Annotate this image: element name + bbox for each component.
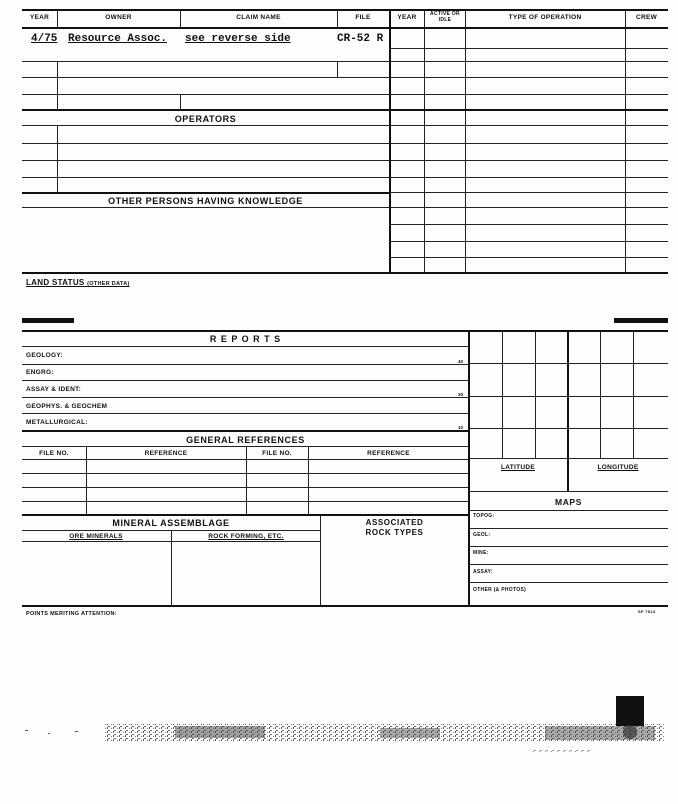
row-rule — [22, 413, 469, 414]
associated-line-1: ASSOCIATED — [365, 518, 424, 527]
row-rule — [390, 94, 668, 95]
row-rule — [390, 125, 668, 126]
col-divider — [625, 10, 626, 272]
row-rule — [390, 160, 668, 161]
row-rule — [22, 364, 469, 365]
entry-year: 4/75 — [31, 33, 58, 45]
top-table-header-rule — [22, 27, 668, 29]
rock-forming-header: ROCK FORMING, ETC. — [208, 533, 284, 540]
row-rule — [22, 207, 389, 208]
col-header-reference: REFERENCE — [367, 450, 410, 457]
row-rule — [469, 546, 668, 547]
maps-assay-label: ASSAY: — [473, 569, 493, 575]
row-rule — [22, 514, 469, 516]
grid-line — [469, 363, 668, 364]
report-label-metallurgical: METALLURGICAL: — [26, 419, 88, 426]
row-rule — [390, 207, 668, 208]
reports-title: R E P O R T S — [209, 334, 282, 344]
associated-line-2: ROCK TYPES — [365, 528, 424, 537]
row-rule — [390, 257, 668, 258]
longitude-label: LONGITUDE — [597, 464, 639, 471]
row-rule — [22, 125, 389, 126]
row-rule — [390, 143, 668, 144]
header-type-of-operation: TYPE OF OPERATION — [508, 14, 582, 21]
report-number: 30 — [458, 392, 464, 397]
top-table-top-border — [22, 9, 668, 11]
row-rule — [390, 109, 668, 111]
col-divider — [337, 62, 338, 77]
other-persons-heading: OTHER PERSONS HAVING KNOWLEDGE — [108, 196, 303, 206]
row-rule — [390, 241, 668, 242]
latitude-label: LATITUDE — [500, 464, 536, 471]
row-rule — [390, 192, 668, 193]
maps-geol-label: GEOL: — [473, 532, 491, 538]
reports-top-border — [22, 330, 668, 332]
report-label-geophys: GEOPHYS. & GEOCHEM — [26, 403, 108, 410]
col-divider — [465, 10, 466, 272]
maps-topog-label: TOPOG: — [473, 513, 495, 519]
row-rule — [390, 224, 668, 225]
center-divider — [389, 10, 391, 272]
row-rule — [22, 61, 389, 62]
separator-mark-left — [22, 318, 74, 323]
other-persons-rule — [22, 192, 389, 194]
land-status-title: LAND STATUS — [26, 278, 85, 287]
row-rule — [469, 528, 668, 529]
col-divider — [180, 94, 181, 109]
land-status-label — [26, 278, 130, 287]
operators-heading: OPERATORS — [174, 114, 237, 124]
row-rule — [22, 430, 469, 432]
operators-rule — [22, 109, 389, 111]
col-divider — [308, 447, 309, 514]
col-header-file-no: FILE NO. — [39, 450, 69, 457]
col-divider — [246, 447, 247, 514]
row-rule — [469, 564, 668, 565]
report-label-engrg: ENGRG: — [26, 369, 54, 376]
form-number: SP 7813 — [638, 609, 656, 614]
row-rule — [390, 48, 668, 49]
report-label-assay: ASSAY & IDENT: — [26, 386, 82, 393]
general-references-title: GENERAL REFERENCES — [186, 435, 305, 445]
land-status-subtitle: (OTHER DATA) — [87, 281, 130, 287]
row-rule — [390, 177, 668, 178]
separator-mark-right — [614, 318, 668, 323]
report-number: 40 — [458, 359, 464, 364]
header-year-2: YEAR — [397, 14, 417, 21]
row-rule — [22, 177, 389, 178]
grid-line — [502, 331, 503, 458]
maps-heading: MAPS — [555, 497, 582, 507]
col-divider — [57, 62, 58, 109]
report-number: 10 — [458, 425, 464, 430]
grid-line — [600, 331, 601, 458]
col-divider — [424, 10, 425, 272]
row-rule — [22, 94, 389, 95]
scan-noise-strip — [0, 690, 678, 790]
row-rule — [469, 510, 668, 511]
mineral-assemblage-title: MINERAL ASSEMBLAGE — [112, 518, 230, 528]
grid-line — [633, 331, 634, 458]
header-active-or-idle: ACTIVE OR IDLE — [430, 11, 460, 23]
points-meriting-attention-label: POINTS MERITING ATTENTION: — [26, 611, 117, 617]
row-rule — [469, 582, 668, 583]
col-header-reference: REFERENCE — [144, 450, 188, 457]
grid-line — [535, 331, 536, 458]
col-divider — [57, 126, 58, 192]
top-table-bottom-border — [22, 272, 668, 274]
associated-rock-types-heading — [320, 518, 469, 538]
header-crew: CREW — [635, 14, 658, 21]
row-rule — [22, 346, 469, 347]
report-label-geology: GEOLOGY: — [26, 352, 63, 359]
entry-owner: Resource Assoc. — [68, 33, 168, 45]
ore-minerals-header: ORE MINERALS — [69, 533, 123, 540]
row-rule — [22, 397, 469, 398]
header-claim-name: CLAIM NAME — [236, 14, 281, 21]
grid-line — [469, 396, 668, 397]
entry-file: CR-52 R — [337, 33, 384, 45]
row-rule — [390, 77, 668, 78]
row-rule — [469, 491, 668, 492]
grid-line — [469, 458, 668, 459]
row-rule — [22, 380, 469, 381]
entry-claim-name: see reverse side — [185, 33, 291, 45]
reports-bottom-border — [22, 605, 668, 607]
header-year: YEAR — [29, 14, 50, 21]
header-owner: OWNER — [105, 14, 132, 21]
maps-mine-label: MINE: — [473, 550, 489, 556]
header-file: FILE — [355, 14, 371, 21]
col-divider — [86, 447, 87, 514]
grid-line — [469, 428, 668, 429]
maps-other-label: OTHER (& PHOTOS) — [473, 587, 527, 593]
col-divider — [171, 531, 172, 605]
row-rule — [22, 143, 389, 144]
row-rule — [390, 61, 668, 62]
row-rule — [22, 77, 389, 78]
col-header-file-no: FILE NO. — [262, 450, 292, 457]
row-rule — [22, 160, 389, 161]
